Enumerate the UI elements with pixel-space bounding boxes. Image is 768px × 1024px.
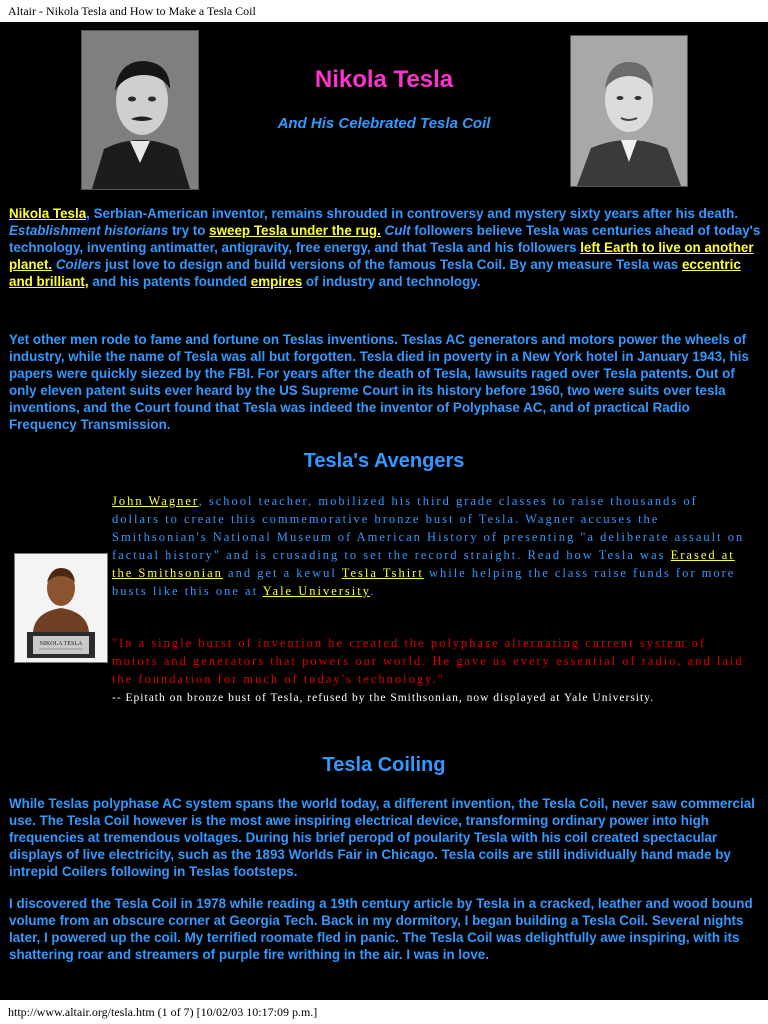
coiling-heading: Tesla Coiling [322, 754, 446, 776]
erased-smithsonian-link[interactable]: Erased at the Smithsonian [112, 548, 735, 580]
empires-link[interactable]: empires [250, 274, 303, 289]
print-footer: http://www.altair.org/tesla.htm (1 of 7) [10/02/03 10:17:09 p.m.] [0, 1000, 768, 1024]
intro-text: try to [168, 223, 210, 238]
intro-emphasis: Establishment historians [9, 223, 169, 238]
page-subtitle: And His Celebrated Tesla Coil [277, 115, 491, 132]
avengers-heading: Tesla's Avengers [303, 450, 465, 472]
portrait-young-illustration [82, 31, 198, 189]
intro-emphasis: Cult [384, 223, 411, 238]
yale-university-link[interactable]: Yale University [262, 584, 371, 598]
coiling-paragraph-1: While Teslas polyphase AC system spans the world today, a different invention, the Tesla Coil, never saw commercial use. The Tesla Coil however is the most awe inspiring electrical device, transforming ordinary power into high frequencies at tremendous voltages. During his brief peropd of poularity Tesla with his coil created spectacular displays of live electricity, such as the 1893 Worlds Fair in Chicago. Tesla coils are still individually hand made by intrepid Coilers following in Teslas footsteps. [9, 796, 755, 879]
history-paragraph: Yet other men rode to fame and fortune on Teslas inventions. Teslas AC generators and motors power the wheels of industry, while the name of Tesla was all but forgotten. Tesla died in poverty in a New York hotel in January 1943, his papers were quickly siezed by the FBI. For years after the death of Tesla, lawsuits raged over Tesla patents. Out of only eleven patent suits ever heard by the US Supreme Court in its history before 1960, two were suits over tesla inventions, and the Court found that Tesla was indeed the inventor of Polyphase AC, and of practical Radio Frequency Transmission. [9, 332, 749, 432]
wagner-text: and get a kewul [222, 566, 342, 580]
bust-illustration [15, 554, 107, 662]
intro-paragraph [9, 205, 761, 290]
wagner-paragraph [112, 492, 748, 600]
john-wagner-link[interactable]: John Wagner [112, 494, 199, 508]
tesla-tshirt-link[interactable]: Tesla Tshirt [341, 566, 424, 580]
wagner-text: while helping the class raise funds for more busts like this one at [112, 566, 736, 598]
intro-text: of industry and technology. [302, 274, 481, 289]
nikola-tesla-link[interactable]: Nikola Tesla [9, 206, 87, 221]
page-content [0, 22, 768, 1000]
intro-text: , Serbian-American inventor, remains shrouded in controversy and mystery sixty years after his death. [86, 206, 739, 221]
intro-text: just love to design and build versions of the famous Tesla Coil. By any measure Tesla was [101, 257, 682, 272]
eccentric-brilliant-link[interactable]: eccentric and brilliant, [9, 257, 741, 289]
tesla-bust-image [14, 553, 108, 663]
tesla-portrait-young-image [81, 30, 199, 190]
coiling-paragraph-2: I discovered the Tesla Coil in 1978 while reading a 19th century article by Tesla in a cracked, leather and wood bound volume from an obscure corner at Georgia Tech. Back in my dormitory, I began building a Tesla Coil. Several nights later, I powered up the coil. My terrified roomate fled in panic. The Tesla Coil was delightfully awe inspiring, with its shattering roar and streamers of purple fire writhing in the air. I was in love. [9, 896, 753, 962]
portrait-old-illustration [571, 36, 687, 186]
epitaph-caption: -- Epitath on bronze bust of Tesla, refused by the Smithsonian, now displayed at Yale University. [112, 692, 655, 704]
tesla-portrait-old-image [570, 35, 688, 187]
intro-text: followers believe Tesla was centuries ahead of today's technology, inventing antimatter, antigravity, free energy, and that Tesla and his followers [9, 223, 761, 255]
sweep-tesla-link[interactable]: sweep Tesla under the rug. [209, 223, 381, 238]
intro-text: and his patents founded [88, 274, 251, 289]
page-title: Nikola Tesla [314, 66, 454, 93]
intro-emphasis: Coilers [55, 257, 102, 272]
wagner-text: , school teacher, mobilized his third grade classes to raise thousands of dollars to create this commemorative bronze bust of Tesla. Wagner accuses the Smithsonian's National Museum of American History of presenting "a deliberate assault on factual history" and is crusading to set the record straight. Read how Tesla was [112, 494, 745, 562]
bust-plaque-text: NIKOLA TESLA [39, 641, 83, 647]
wagner-text: . [370, 584, 376, 598]
epitaph-quote: "In a single burst of invention he created the polyphase alternating current system of motors and generators that powers our world. He gave us every essential of radio, and laid the foundation for much of today's technology." [112, 636, 744, 686]
print-header: Altair - Nikola Tesla and How to Make a Tesla Coil [0, 0, 768, 22]
epitaph-block [112, 634, 748, 707]
left-earth-link[interactable]: left Earth to live on another planet. [9, 240, 754, 272]
